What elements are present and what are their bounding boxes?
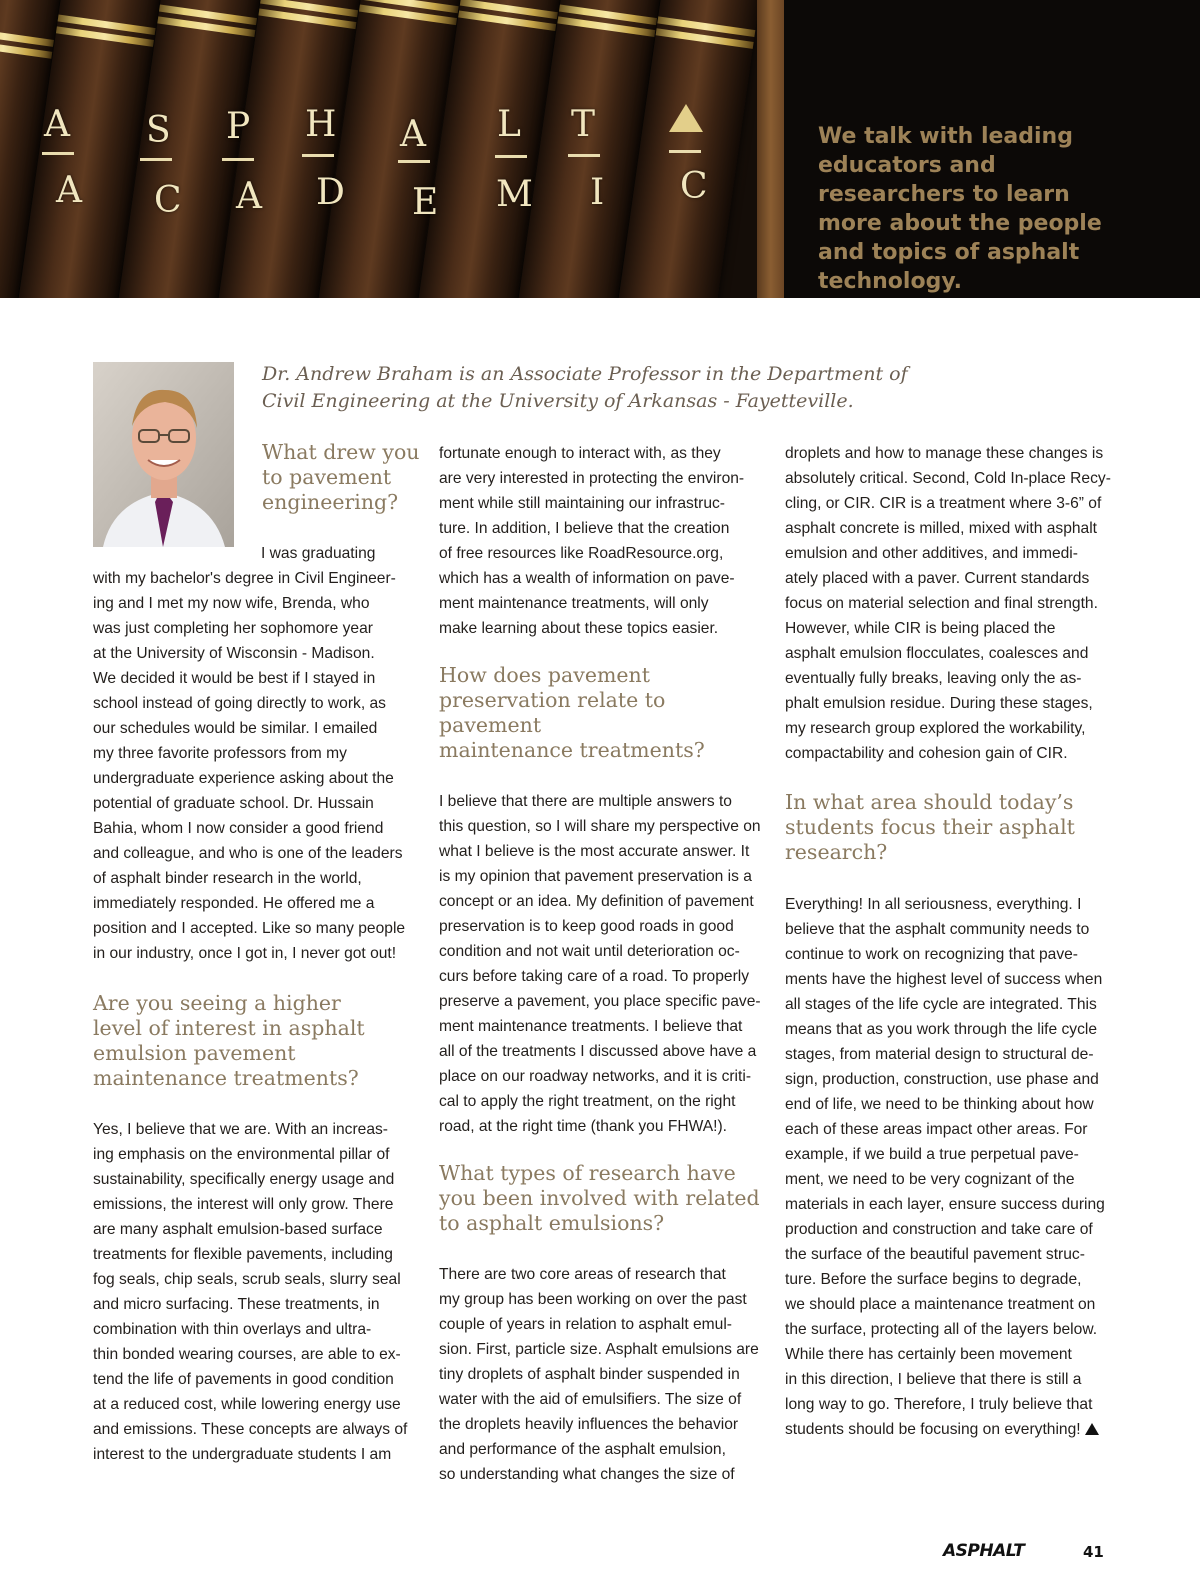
text-line: ing emphasis on the environmental pillar of [93,1146,390,1163]
text-line: preserve a pavement, you place specific pave- [439,993,761,1010]
text-line: ments have the highest level of success when [785,971,1103,988]
section-heading: preservation relate to pavement [439,688,666,737]
text-line: focus on material selection and final strength. [785,595,1098,612]
text-line: long way to go. Therefore, I truly believe that [785,1396,1093,1413]
text-line: what I believe is the most accurate answer. It [439,843,750,860]
title-letter: P [226,106,251,147]
text-line: the droplets heavily influences the behavior [439,1416,739,1433]
text-line: curs before taking care of a road. To properly [439,968,750,985]
text-line: is my opinion that pavement preservation is a [439,868,752,885]
text-line: materials in each layer, ensure success during [785,1196,1105,1213]
text-line: couple of years in relation to asphalt emul- [439,1316,732,1333]
text-line: stages, from material design to structural de- [785,1046,1094,1063]
text-line: position and I accepted. Like so many people [93,920,406,937]
divider [140,158,172,161]
text-line: which has a wealth of information on pave- [439,570,735,587]
text-line: absolutely critical. Second, Cold In-place Recy- [785,470,1111,487]
text-line-end: students should be focusing on everything! [785,1421,1081,1438]
magazine-logo: ASPHALT [943,1541,1025,1561]
section-intro: We talk with leading educators and researchers to learn more about the people and topics of asphalt technology. [818,124,1102,294]
text-line: sion. First, particle size. Asphalt emulsions are [439,1341,759,1358]
divider [222,158,254,161]
accent-strip [757,0,784,298]
text-line: Everything! In all seriousness, everything. I [785,896,1082,913]
section-heading: maintenance treatments? [439,738,705,762]
divider [495,155,527,158]
text-line: means that as you work through the life cycle [785,1021,1098,1038]
text-line: ture. In addition, I believe that the creation [439,520,730,537]
text-line: at the University of Wisconsin - Madison. [93,645,375,662]
byline-line: Civil Engineering at the University of Arkansas - Fayetteville. [262,390,854,412]
title-letter: C [680,166,708,207]
text-line: undergraduate experience asking about the [93,770,394,787]
divider [669,150,701,153]
text-line: my three favorite professors from my [93,745,347,762]
author-photo [93,362,234,547]
title-letter: T [571,104,596,145]
text-line: my research group explored the workability, [785,720,1086,737]
text-line: combination with thin overlays and ultra- [93,1321,372,1338]
text-line: and micro surfacing. These treatments, in [93,1296,380,1313]
text-line: I was graduating [261,545,376,562]
text-line: interest to the undergraduate students I am [93,1446,392,1463]
text-line: all stages of the life cycle are integrated. This [785,996,1097,1013]
text-line: believe that the asphalt community needs to [785,921,1090,938]
text-line: in this direction, I believe that there is still a [785,1371,1082,1388]
text-line: continue to work on recognizing that pave- [785,946,1078,963]
text-line: water with the aid of emulsifiers. The size of [439,1391,742,1408]
section-heading: How does pavement [439,663,650,687]
text-line: fortunate enough to interact with, as they [439,445,721,462]
divider [398,160,430,163]
text-line: preservation is to keep good roads in good [439,918,734,935]
text-line: ment, we need to be very cognizant of the [785,1171,1075,1188]
section-heading: In what area should today’s [785,790,1074,814]
text-line: condition and not wait until deterioration oc- [439,943,740,960]
text-line: of free resources like RoadResource.org, [439,545,724,562]
title-letter: I [590,172,605,213]
text-line: I believe that there are multiple answers to [439,793,732,810]
text-line: production and construction and take care of [785,1221,1093,1238]
text-line: sustainability, specifically energy usage and [93,1171,395,1188]
column-1-heading [262,440,432,515]
text-line: ment while still maintaining our infrastruc- [439,495,725,512]
title-letter: A [56,170,82,211]
text-line: ment maintenance treatments, will only [439,595,709,612]
text-line: each of these areas impact other areas. For [785,1121,1088,1138]
text-line: example, if we build a true perpetual pave- [785,1146,1079,1163]
text-line: ately placed with a paver. Current standards [785,570,1090,587]
text-line: cling, or CIR. CIR is a treatment where 3-6” of [785,495,1102,512]
title-letter: A [236,176,262,217]
text-line: school instead of going directly to work, as [93,695,386,712]
text-line: with my bachelor's degree in Civil Engineer- [93,570,396,587]
byline-line: Dr. Andrew Braham is an Associate Professor in the Department of [262,363,908,385]
text-line: asphalt emulsion flocculates, coalesces and [785,645,1089,662]
divider [42,152,74,155]
asphalt-logo-icon [669,104,703,132]
header-banner [0,0,1200,298]
text-line: at a reduced cost, while lowering energy use [93,1396,401,1413]
text-line: Bahia, whom I now consider a good friend [93,820,384,837]
text-line: asphalt concrete is milled, mixed with asphalt [785,520,1098,537]
title-letter: L [497,104,521,145]
text-line: and colleague, and who is one of the leaders [93,845,403,862]
text-line: was just completing her sophomore year [93,620,373,637]
text-line: and performance of the asphalt emulsion, [439,1441,726,1458]
text-line: in our industry, once I got in, I never got out! [93,945,397,962]
text-line: eventually fully breaks, leaving only the as- [785,670,1082,687]
column-3 [785,441,1115,1442]
title-letter: D [316,172,345,213]
text-line: sign, production, construction, use phase and [785,1071,1099,1088]
section-heading: students focus their asphalt [785,815,1075,839]
section-heading: What types of research have [439,1161,736,1185]
text-line: ment maintenance treatments. I believe that [439,1018,743,1035]
section-heading: maintenance treatments? [93,1066,359,1090]
section-heading: level of interest in asphalt [93,1016,365,1040]
text-line: Yes, I believe that we are. With an increas- [93,1121,388,1138]
text-line: treatments for flexible pavements, including [93,1246,393,1263]
divider [302,154,334,157]
text-line: are very interested in protecting the environ- [439,470,745,487]
text-line: emissions, the interest will only grow. There [93,1196,394,1213]
text-line: this question, so I will share my perspective on [439,818,761,835]
text-line: my group has been working on over the past [439,1291,747,1308]
title-letter: M [496,174,533,215]
text-line: potential of graduate school. Dr. Hussain [93,795,374,812]
text-line: fog seals, chip seals, scrub seals, slurry seal [93,1271,401,1288]
text-line: the surface, protecting all of the layers below. [785,1321,1098,1338]
text-line: and emissions. These concepts are always of [93,1421,408,1438]
text-line: we should place a maintenance treatment on [785,1296,1096,1313]
section-heading: Are you seeing a higher [93,991,341,1015]
text-line: so understanding what changes the size of [439,1466,735,1483]
text-line: are many asphalt emulsion-based surface [93,1221,383,1238]
text-line: droplets and how to manage these changes is [785,445,1104,462]
text-line: make learning about these topics easier. [439,620,719,637]
text-line: our schedules would be similar. I emailed [93,720,378,737]
text-line: place on our roadway networks, and it is criti- [439,1068,752,1085]
section-heading: research? [785,840,888,864]
text-line: end of life, we need to be thinking about how [785,1096,1094,1113]
section-heading: What drew you [262,440,420,464]
text-line: cal to apply the right treatment, on the right [439,1093,736,1110]
section-heading: to pavement [262,465,392,489]
title-letter: A [44,104,70,145]
text-line: all of the treatments I discussed above have a [439,1043,757,1060]
title-letter: H [305,104,337,145]
column-1 [93,541,423,1467]
text-line: emulsion and other additives, and immedi- [785,545,1078,562]
section-heading: you been involved with related [439,1186,760,1210]
text-line [785,1417,1115,1442]
section-heading: to asphalt emulsions? [439,1211,665,1235]
text-line: road, at the right time (thank you FHWA!). [439,1118,728,1135]
text-line: phalt emulsion residue. During these stages, [785,695,1093,712]
text-line: There are two core areas of research that [439,1266,726,1283]
text-line: ture. Before the surface begins to degrade, [785,1271,1082,1288]
title-letter: A [400,114,426,155]
text-line: immediately responded. He offered me a [93,895,375,912]
divider [568,154,600,157]
text-line: concept or an idea. My definition of pavement [439,893,754,910]
end-mark-icon [1085,1423,1099,1435]
text-line: While there has certainly been movement [785,1346,1072,1363]
title-letter: E [412,182,439,223]
text-line: We decided it would be best if I stayed in [93,670,376,687]
text-line: thin bonded wearing courses, are able to ex- [93,1346,401,1363]
book-spines-photo [0,0,757,298]
text-line: the surface of the beautiful pavement struc- [785,1246,1085,1263]
column-2 [439,441,769,1487]
text-line: However, while CIR is being placed the [785,620,1056,637]
author-byline [262,361,922,415]
title-letter: C [154,180,182,221]
page-number: 41 [1083,1543,1104,1561]
text-line: compactability and cohesion gain of CIR. [785,745,1068,762]
text-line: tiny droplets of asphalt binder suspended in [439,1366,740,1383]
text-line: tend the life of pavements in good condition [93,1371,394,1388]
section-heading: engineering? [262,490,399,514]
text-line: ing and I met my now wife, Brenda, who [93,595,370,612]
title-letter: S [146,110,171,151]
text-line: of asphalt binder research in the world, [93,870,362,887]
section-heading: emulsion pavement [93,1041,296,1065]
